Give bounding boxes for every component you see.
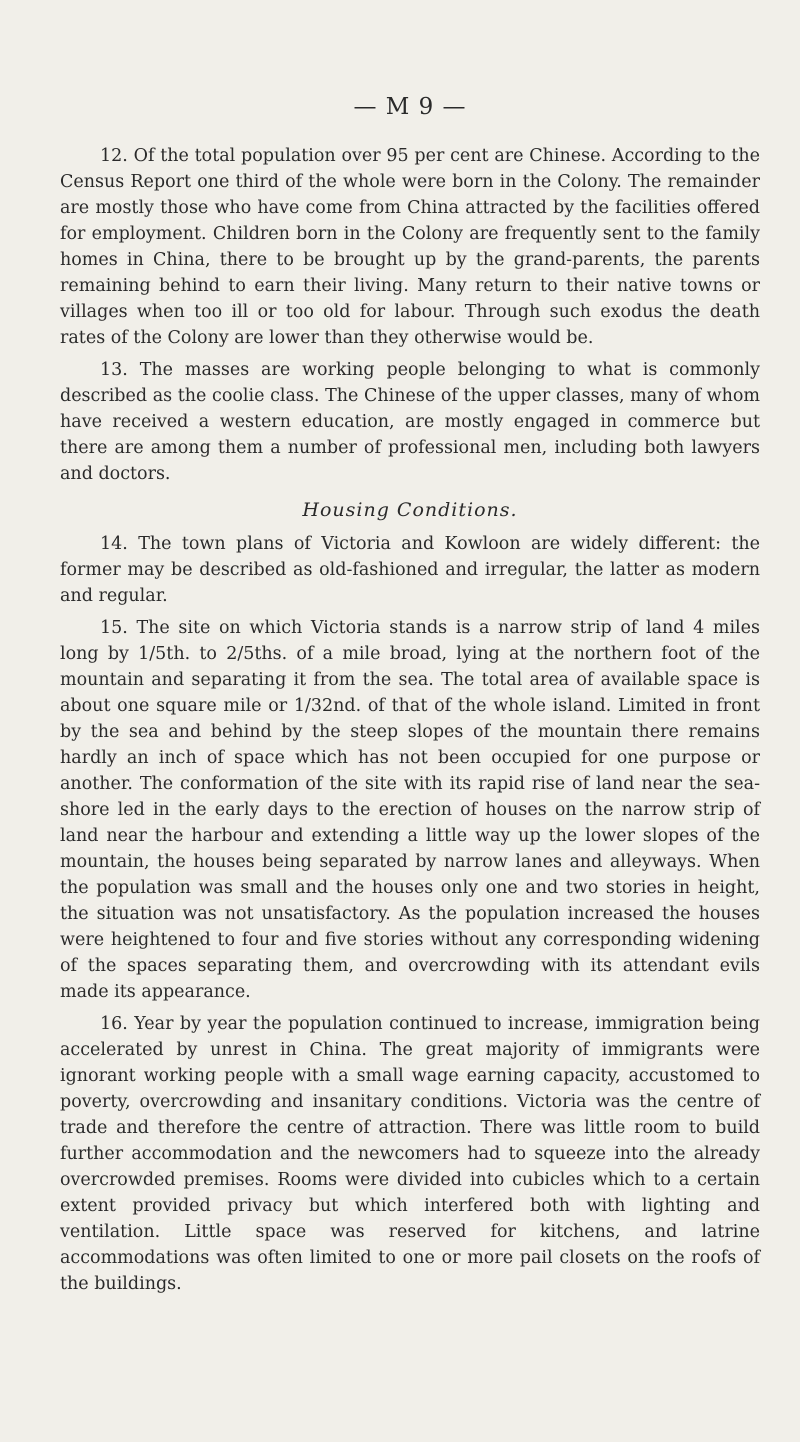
body-text <box>60 143 760 1303</box>
document-page <box>60 0 760 1442</box>
paragraph-12: 12. Of the total population over 95 per cent are Chinese. According to the Census Report one third of the whole were born in the Colony. The remainder are mostly those who have come from China attracted by the facilities offered for employment. Children born in the Colony are frequently sent to the family homes in China, there to be brought up by the grand-parents, the parents remaining behind to earn their living. Many return to their native towns or villages when too ill or too old for labour. Through such exodus the death rates of the Colony are lower than they otherwise would be. <box>60 146 760 348</box>
page-number-header: — M 9 — <box>353 94 467 120</box>
paragraph-14: 14. The town plans of Victoria and Kowloon are widely different: the former may be described as old-fashioned and irregular, the latter as modern and regular. <box>60 534 760 606</box>
paragraph-15: 15. The site on which Victoria stands is a narrow strip of land 4 miles long by 1/5th. to 2/5ths. of a mile broad, lying at the northern foot of the mountain and separating it from the sea. The total area of available space is about one square mile or 1/32nd. of that of the whole island. Limited in front by the sea and behind by the steep slopes of the mountain there remains hardly an inch of space which has not been occupied for one purpose or another. The conformation of the site with its rapid rise of land near the sea-shore led in the early days to the erection of houses on the narrow strip of land near the harbour and extending a little way up the lower slopes of the mountain, the houses being separated by narrow lanes and alleyways. When the population was small and the houses only one and two stories in height, the situation was not unsatisfactory. As the population increased the houses were heightened to four and five stories without any corresponding widening of the spaces separating them, and overcrowding with its attendant evils made its appearance. <box>60 618 760 1002</box>
paragraph-16: 16. Year by year the population continued to increase, immigration being accelerated by unrest in China. The great majority of immigrants were ignorant working people with a small wage earning capacity, accustomed to poverty, overcrowding and insanitary conditions. Victoria was the centre of trade and therefore the centre of attraction. There was little room to build further accommodation and the newcomers had to squeeze into the already overcrowded premises. Rooms were divided into cubicles which to a certain extent provided privacy but which interfered both with lighting and ventilation. Little space was reserved for kitchens, and latrine accommodations was often limited to one or more pail closets on the roofs of the buildings. <box>60 1014 760 1294</box>
section-heading-housing-conditions: Housing Conditions. <box>302 499 518 521</box>
paragraph-13: 13. The masses are working people belonging to what is commonly described as the coolie class. The Chinese of the upper classes, many of whom have received a western education, are mostly engaged in commerce but there are among them a number of professional men, including both lawyers and doctors. <box>60 360 760 484</box>
